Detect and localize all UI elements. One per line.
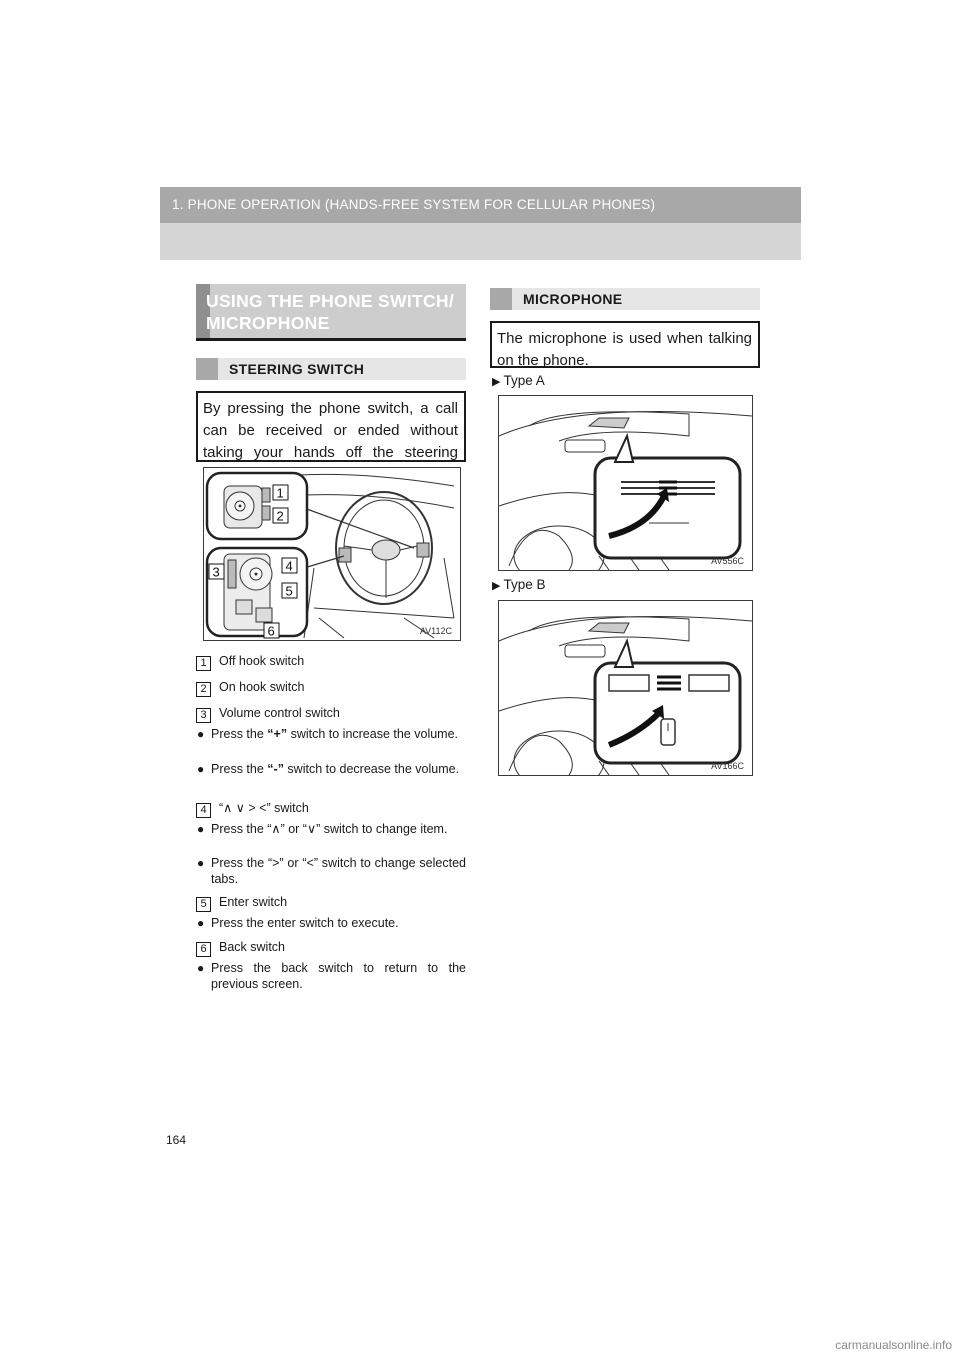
item-number: 5	[196, 897, 211, 912]
section-title	[196, 284, 466, 341]
bullet-dot: ●	[197, 822, 205, 836]
microphone-type-b-figure	[498, 600, 753, 776]
item-1	[196, 654, 304, 671]
item-number: 3	[196, 708, 211, 723]
item-3	[196, 706, 340, 723]
item-6	[196, 940, 285, 957]
item-label: Enter switch	[219, 895, 288, 909]
watermark[interactable]: carmanualsonline.info	[835, 1338, 952, 1352]
bullet-increase-volume: ● Press the “+” switch to increase the volume.	[197, 727, 459, 741]
microphone-heading	[490, 288, 760, 310]
triangle-icon: ▶	[492, 580, 501, 592]
item-label: Back switch	[219, 940, 285, 954]
item-number: 2	[196, 682, 211, 697]
bullet-change-item: ● Press the “∧” or “∨” switch to change item.	[197, 822, 448, 836]
bullet-change-tabs: ● Press the “>” or “<” switch to change selected tabs.	[197, 856, 466, 886]
callout-6: 6	[267, 623, 275, 639]
steering-switch-figure	[203, 467, 461, 641]
section-title-line1: USING THE PHONE SWITCH/	[206, 291, 455, 311]
running-header	[160, 187, 801, 260]
callout-2: 2	[276, 508, 284, 524]
item-4	[196, 800, 309, 818]
item-number: 4	[196, 803, 211, 818]
steering-illustration	[204, 468, 460, 640]
item-number: 6	[196, 942, 211, 957]
item-label: “∧ ∨ > <” switch	[219, 801, 309, 815]
figure-code: AV556C	[711, 556, 744, 566]
item-label: Off hook switch	[219, 654, 305, 668]
callout-3: 3	[212, 564, 220, 580]
item-label: On hook switch	[219, 680, 305, 694]
item-5	[196, 895, 287, 912]
section-title-text	[206, 290, 454, 334]
bullet-back: ● Press the back switch to return to the previous screen.	[197, 961, 466, 991]
bullet-decrease-volume: ● Press the “-” switch to decrease the volume.	[197, 762, 460, 776]
bullet-dot: ●	[197, 916, 205, 930]
callout-1: 1	[276, 485, 284, 501]
bullet-dot: ●	[197, 961, 205, 975]
figure-code: AV166C	[711, 761, 744, 771]
bullet-dot: ●	[197, 762, 205, 776]
bullet-dot: ●	[197, 727, 205, 741]
steering-switch-heading-text: STEERING SWITCH	[229, 361, 365, 377]
item-number: 1	[196, 656, 211, 671]
type-a-illustration	[499, 396, 752, 570]
heading-marker	[196, 358, 218, 380]
type-a-label: ▶ Type A	[492, 373, 545, 388]
microphone-heading-text: MICROPHONE	[523, 291, 623, 307]
figure-code: AV112C	[419, 626, 452, 636]
triangle-icon: ▶	[492, 376, 501, 388]
heading-marker	[490, 288, 512, 310]
type-b-label: ▶ Type B	[492, 577, 546, 592]
callout-4: 4	[285, 558, 293, 574]
steering-intro-box: By pressing the phone switch, a call can be received or ended without taking your hands off the steering	[196, 391, 466, 462]
item-2	[196, 680, 304, 697]
steering-switch-heading	[196, 358, 466, 380]
item-label: Volume control switch	[219, 706, 340, 720]
section-title-line2: MICROPHONE	[206, 313, 330, 333]
microphone-type-a-figure	[498, 395, 753, 571]
header-title: 1. PHONE OPERATION (HANDS-FREE SYSTEM FOR CELLULAR PHONES)	[172, 197, 656, 212]
microphone-intro-box: The microphone is used when talking on the phone.	[490, 321, 760, 368]
bullet-dot: ●	[197, 856, 205, 870]
page-number: 164	[166, 1133, 187, 1147]
callout-5: 5	[285, 583, 293, 599]
type-b-illustration	[499, 601, 752, 775]
bullet-enter: ● Press the enter switch to execute.	[197, 916, 399, 930]
